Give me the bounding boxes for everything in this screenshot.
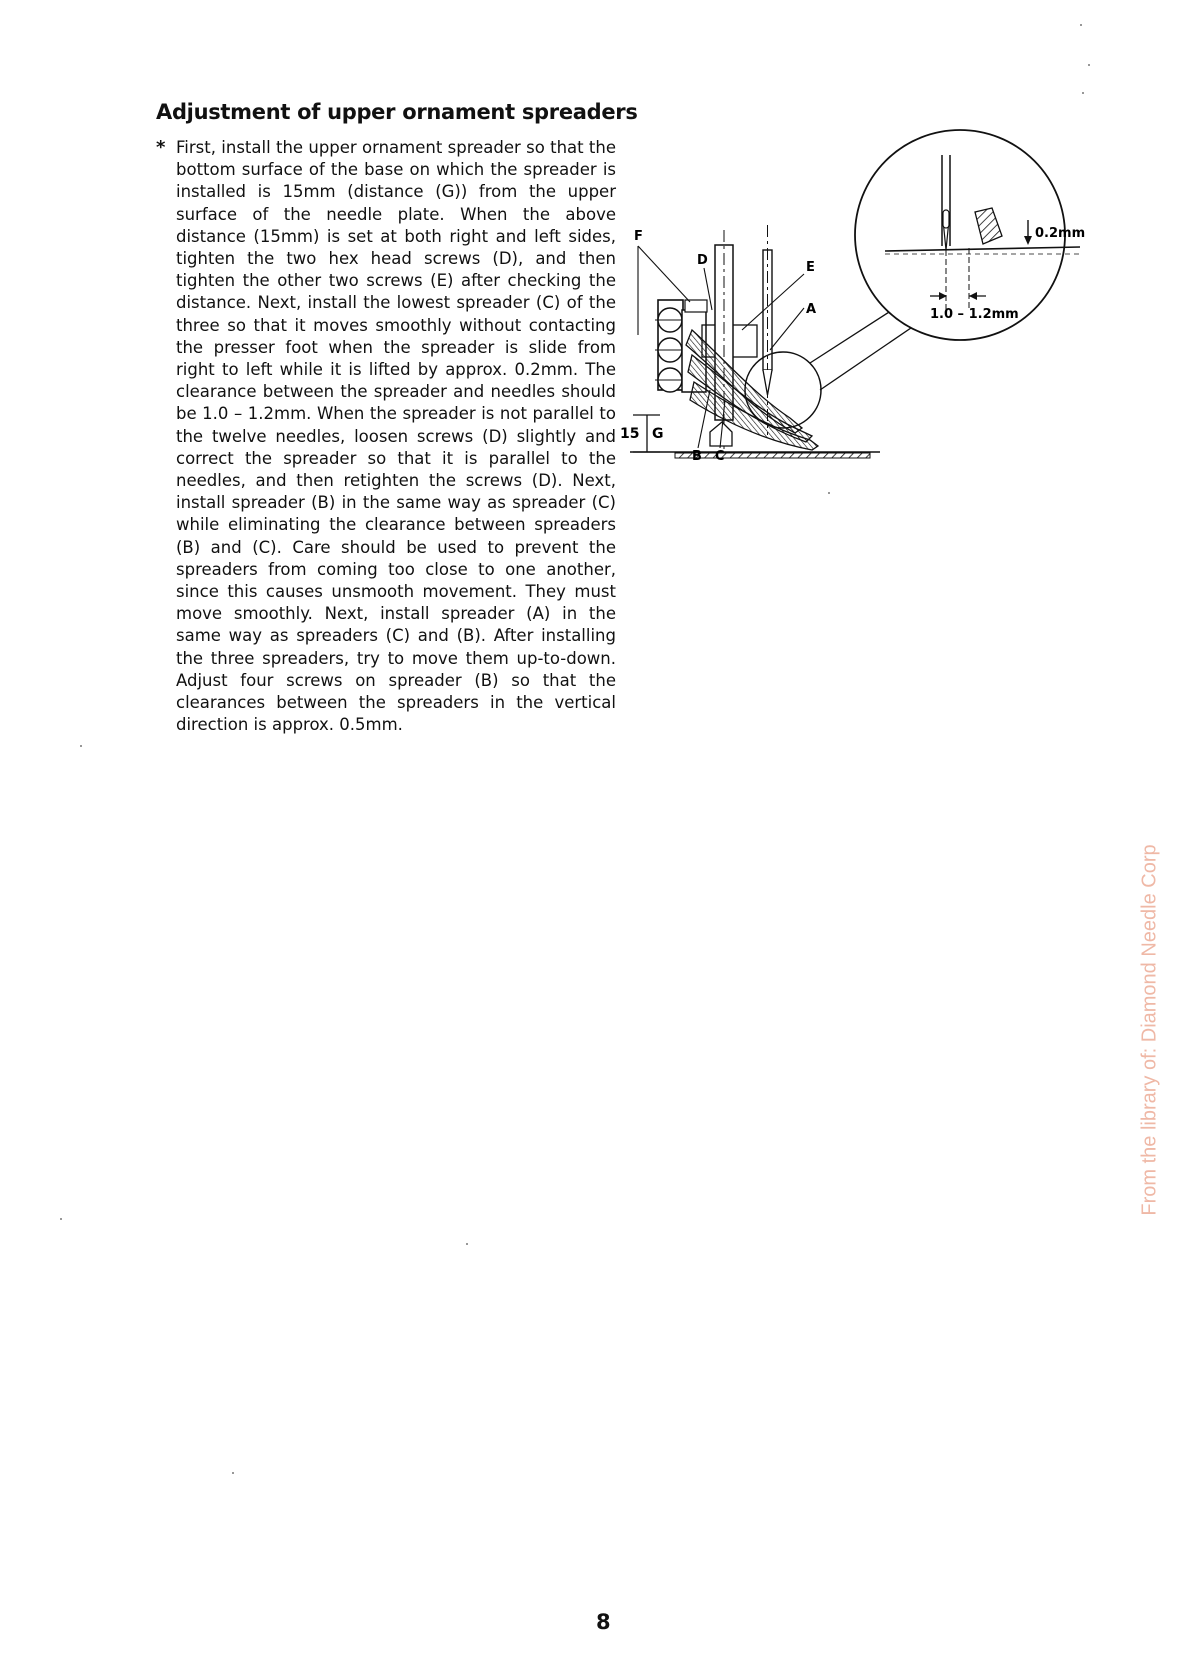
page-title: Adjustment of upper ornament spreaders [156,100,638,124]
scan-speck [232,1472,234,1474]
needle-plate [675,453,870,458]
label-E: E [806,260,815,275]
scan-speck [828,492,830,494]
label-D: D [697,253,708,268]
bullet-marker: * [156,137,166,158]
label-A: A [806,302,817,317]
instruction-paragraph: First, install the upper ornament spreader so that the bottom surface of the base on which the spreader is installed is 15mm (distance (G)) from the upper surface of the needle plate. When the above distance (15mm) is set at both right and left sides, tighten the two hex head screws (D), and then tighten the other two screws (E) after checking the distance. Next, install the lowest spreader (C) of the three so that it moves smoothly without contacting the presser foot when the spreader is slide from right to left while it is lifted by approx. 0.2mm. The clearance between the spreader and needles should be 1.0 – 1.2mm. When the spreader is not parallel to the twelve needles, loosen screws (D) slightly and correct the spreader so that it is parallel to the needles, and then retighten the screws (D). Next, install spreader (B) in the same way as spreader (C) while eliminating the clearance between spreaders (B) and (C). Care should be used to prevent the spreaders from coming too close to one another, since this causes unsmooth movement. They must move smoothly. Next, install spreader (A) in the same way as spreaders (C) and (B). After installing the three spreaders, try to move them up-to-down. Adjust four screws on spreader (B) so that the clearances between the spreaders in the vertical direction is approx. 0.5mm. [176,138,616,735]
page-number: 8 [596,1610,611,1634]
scan-speck [1088,64,1090,66]
label-F: F [634,229,643,244]
scan-speck [60,1218,62,1220]
scan-speck [80,745,82,747]
label-B-visible: B [692,449,702,464]
scan-speck [466,1243,468,1245]
scan-speck [1080,24,1082,26]
label-G: G [652,426,664,442]
label-C: C [715,449,725,464]
watermark: From the library of: Diamond Needle Corp [1138,844,1161,1216]
label-lift: 0.2mm [1035,226,1086,241]
scan-speck [1082,92,1084,94]
label-distance-15: 15 [620,426,640,442]
label-clearance: 1.0 – 1.2mm [930,307,1019,322]
spreader-adjustment-diagram [620,150,1170,500]
